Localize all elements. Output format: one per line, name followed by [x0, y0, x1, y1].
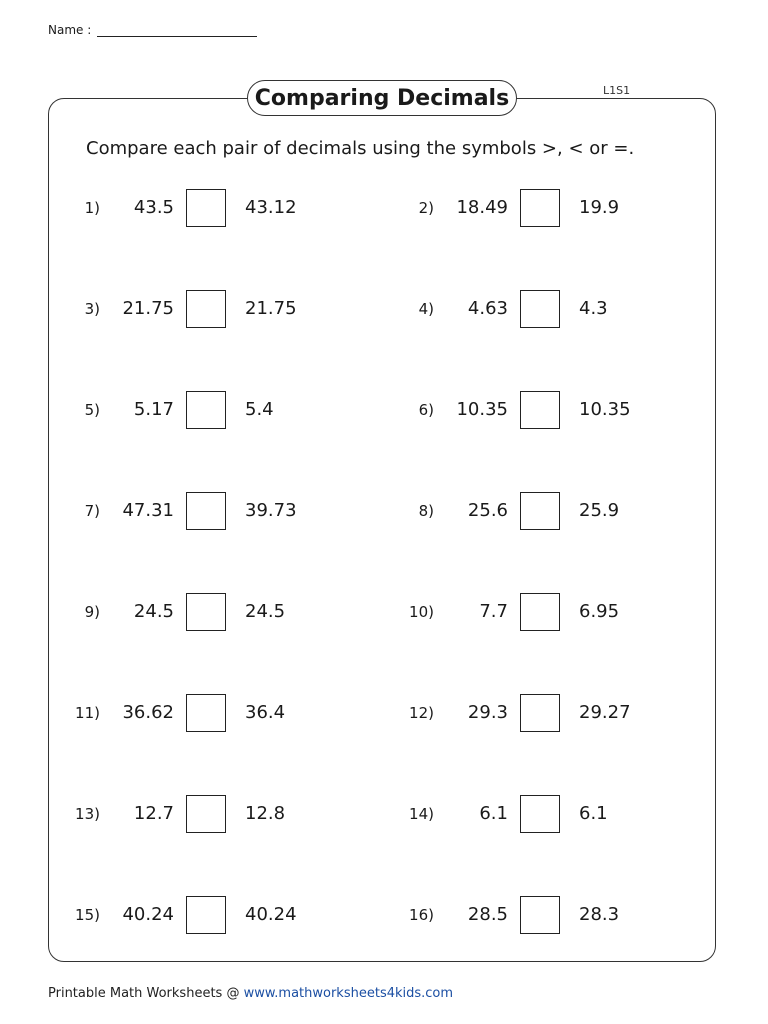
problem-number: 12): [409, 704, 434, 722]
answer-box[interactable]: [520, 593, 560, 631]
left-decimal: 4.63: [467, 298, 508, 319]
instructions: Compare each pair of decimals using the symbols >, < or =.: [86, 138, 635, 159]
answer-box[interactable]: [520, 290, 560, 328]
answer-box[interactable]: [520, 896, 560, 934]
right-decimal: 36.4: [245, 702, 286, 723]
answer-box[interactable]: [520, 795, 560, 833]
left-decimal: 18.49: [456, 197, 508, 218]
footer-text: Printable Math Worksheets @: [48, 986, 244, 1001]
name-input-line[interactable]: [97, 22, 257, 37]
answer-box[interactable]: [520, 492, 560, 530]
problem-number: 10): [409, 603, 434, 621]
answer-box[interactable]: [520, 694, 560, 732]
problem-number: 5): [84, 401, 100, 419]
left-decimal: 40.24: [122, 904, 174, 925]
problem-number: 2): [418, 199, 434, 217]
right-decimal: 29.27: [579, 702, 631, 723]
right-decimal: 6.95: [579, 601, 620, 622]
problem-number: 13): [75, 805, 100, 823]
left-decimal: 36.62: [122, 702, 174, 723]
worksheet-frame: [48, 98, 716, 962]
answer-box[interactable]: [520, 391, 560, 429]
left-decimal: 7.7: [479, 601, 508, 622]
right-decimal: 40.24: [245, 904, 297, 925]
right-decimal: 5.4: [245, 399, 274, 420]
problem-number: 8): [418, 502, 434, 520]
worksheet-code: L1S1: [603, 84, 631, 97]
answer-box[interactable]: [186, 896, 226, 934]
name-label: Name :: [48, 23, 92, 37]
problem-number: 9): [84, 603, 100, 621]
left-decimal: 21.75: [122, 298, 174, 319]
left-decimal: 29.3: [467, 702, 508, 723]
footer-link[interactable]: www.mathworksheets4kids.com: [243, 986, 454, 1001]
right-decimal: 43.12: [245, 197, 297, 218]
problem-number: 3): [84, 300, 100, 318]
footer: [48, 986, 453, 1001]
answer-box[interactable]: [186, 189, 226, 227]
problem-number: 15): [75, 906, 100, 924]
left-decimal: 10.35: [456, 399, 508, 420]
answer-box[interactable]: [186, 593, 226, 631]
name-row: [48, 22, 257, 37]
problem-number: 7): [84, 502, 100, 520]
right-decimal: 39.73: [245, 500, 297, 521]
right-decimal: 25.9: [579, 500, 620, 521]
right-decimal: 10.35: [579, 399, 631, 420]
left-decimal: 5.17: [133, 399, 174, 420]
problem-number: 4): [418, 300, 434, 318]
answer-box[interactable]: [186, 795, 226, 833]
right-decimal: 12.8: [245, 803, 286, 824]
right-decimal: 28.3: [579, 904, 620, 925]
right-decimal: 6.1: [579, 803, 608, 824]
problem-number: 16): [409, 906, 434, 924]
problem-number: 6): [418, 401, 434, 419]
left-decimal: 24.5: [133, 601, 174, 622]
right-decimal: 19.9: [579, 197, 620, 218]
left-decimal: 43.5: [133, 197, 174, 218]
problem-number: 11): [75, 704, 100, 722]
problem-number: 1): [84, 199, 100, 217]
left-decimal: 12.7: [133, 803, 174, 824]
answer-box[interactable]: [186, 391, 226, 429]
left-decimal: 6.1: [479, 803, 508, 824]
answer-box[interactable]: [520, 189, 560, 227]
left-decimal: 28.5: [467, 904, 508, 925]
worksheet-title: Comparing Decimals: [247, 80, 517, 116]
answer-box[interactable]: [186, 492, 226, 530]
right-decimal: 24.5: [245, 601, 286, 622]
left-decimal: 25.6: [467, 500, 508, 521]
answer-box[interactable]: [186, 290, 226, 328]
right-decimal: 21.75: [245, 298, 297, 319]
right-decimal: 4.3: [579, 298, 608, 319]
left-decimal: 47.31: [122, 500, 174, 521]
problem-number: 14): [409, 805, 434, 823]
answer-box[interactable]: [186, 694, 226, 732]
